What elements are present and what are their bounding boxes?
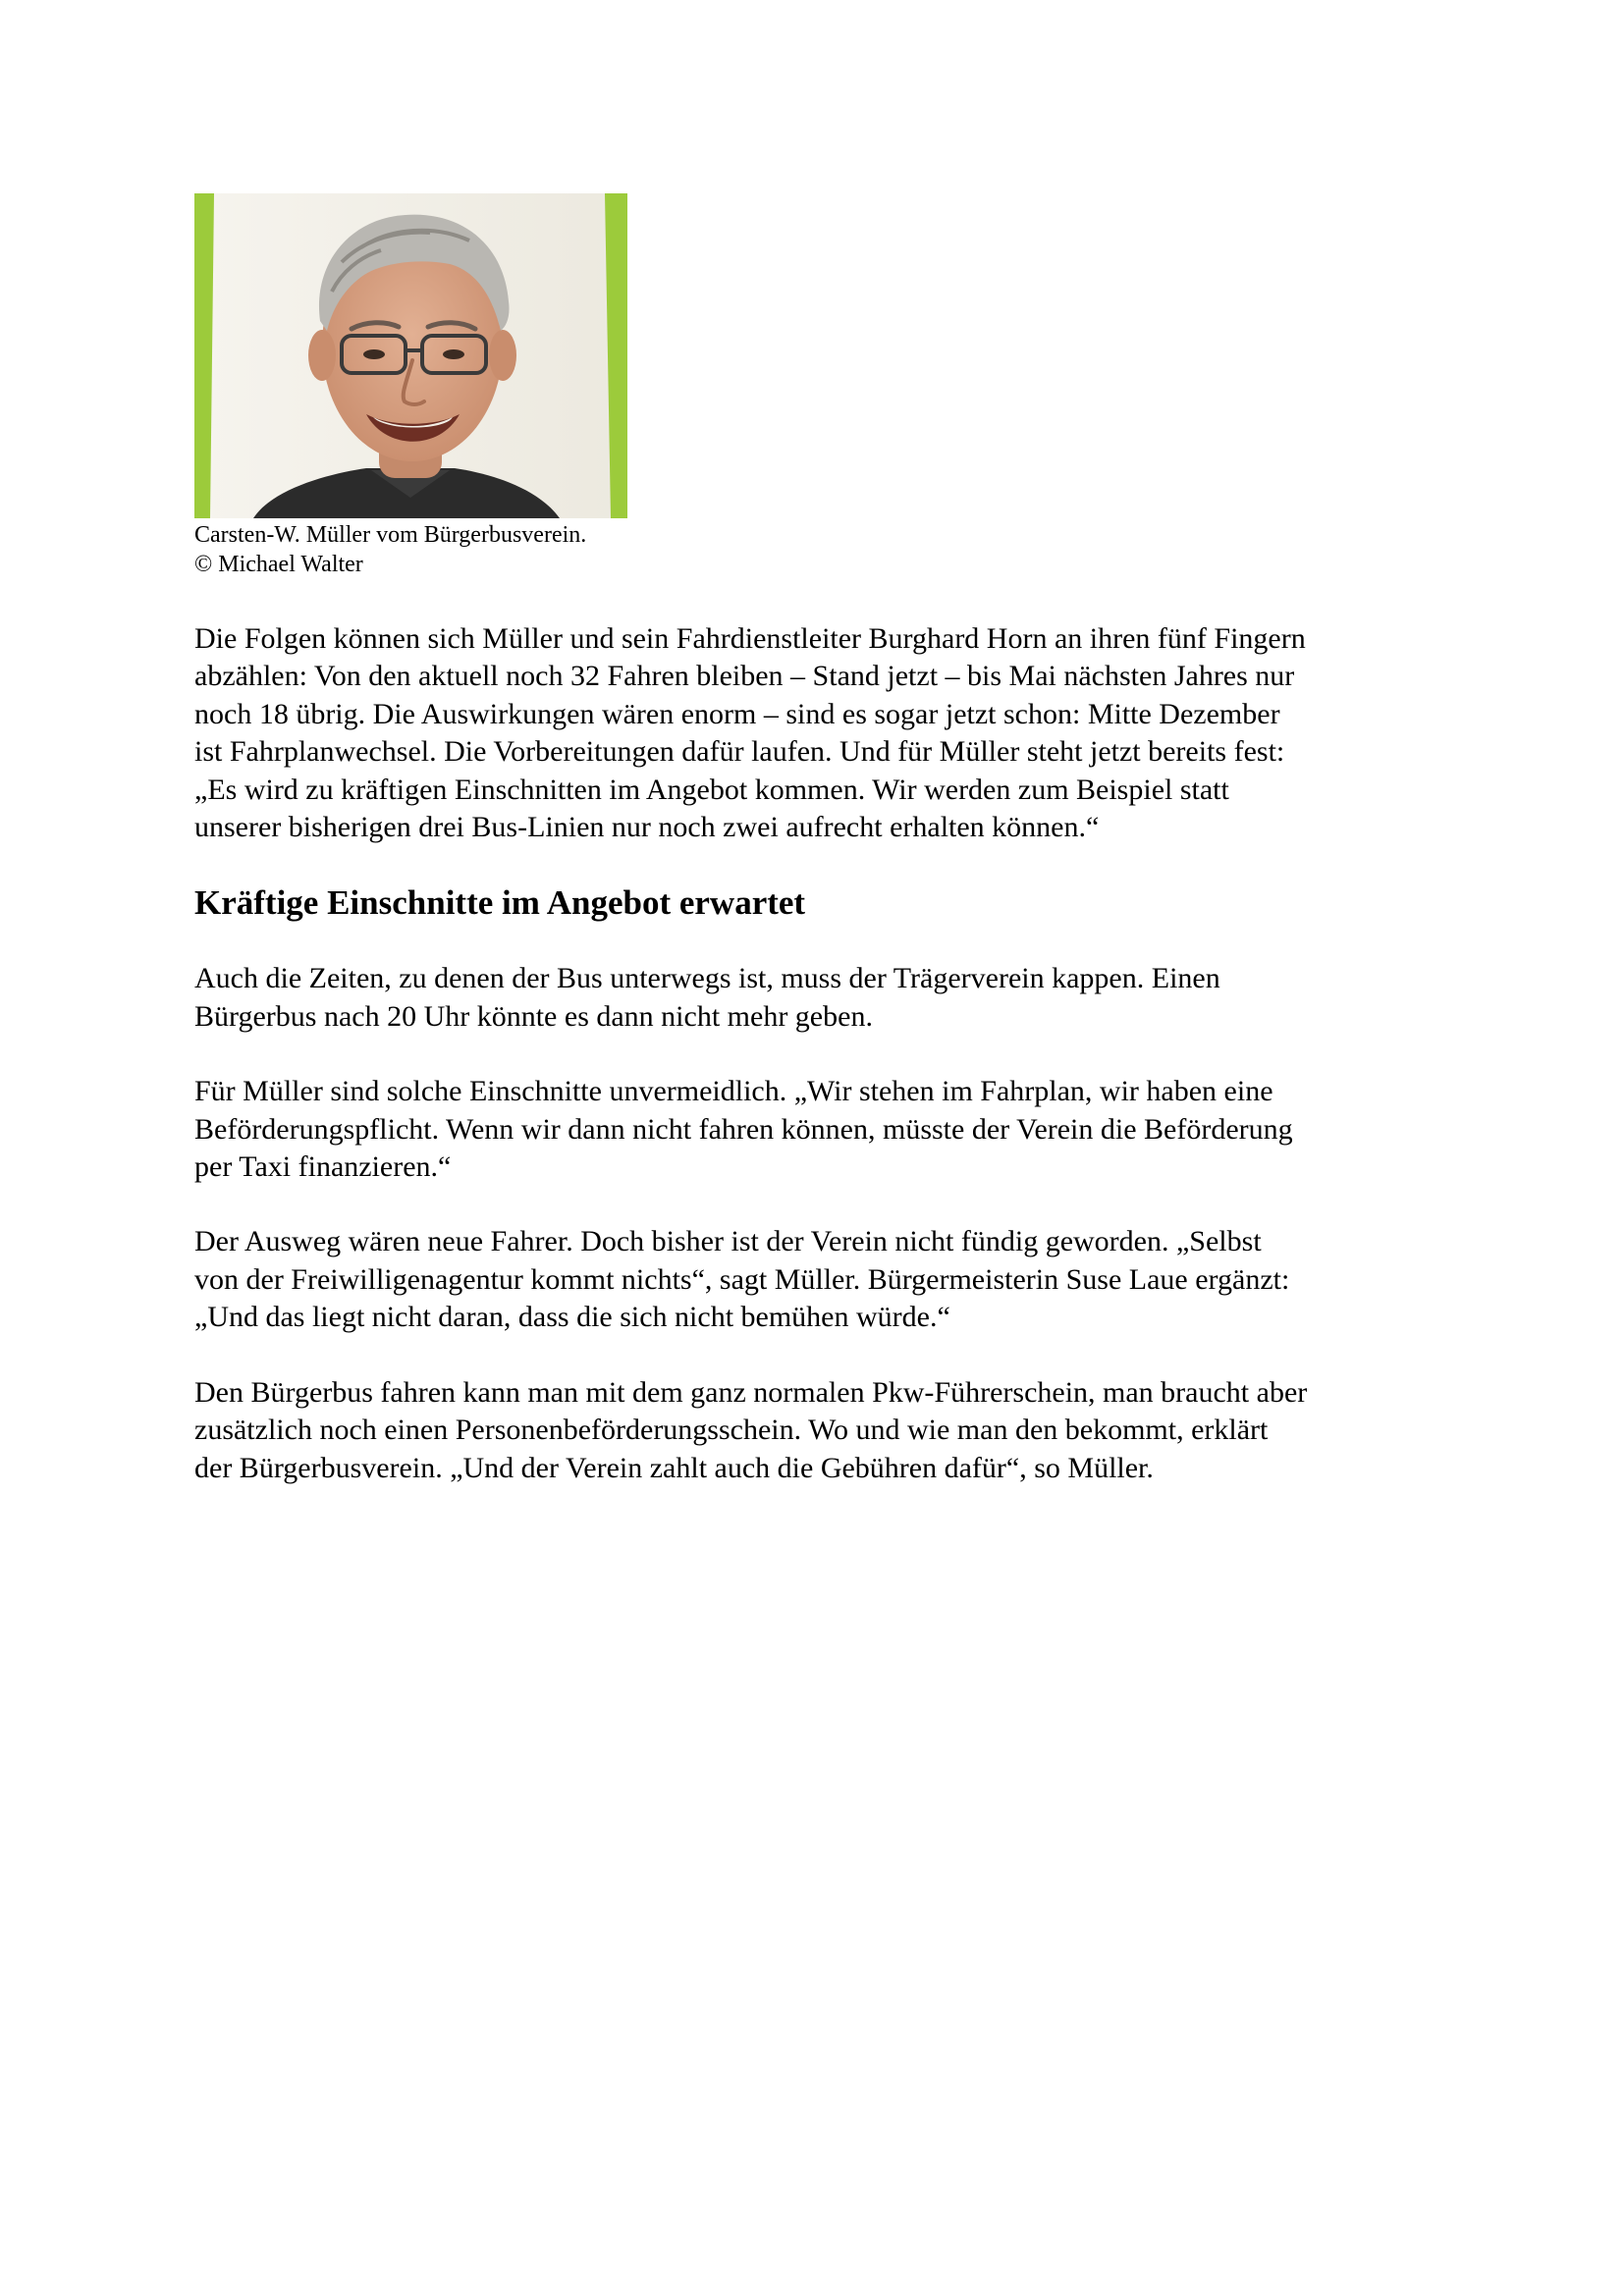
caption-text: Carsten-W. Müller vom Bürgerbusverein.	[194, 522, 587, 548]
eye-right	[443, 349, 464, 359]
paragraph-1: Die Folgen können sich Müller und sein Fahrdienstleiter Burghard Horn an ihren fünf Fingern abzählen: Von den aktuell noch 32 Fahren bleiben – Stand jetzt – bis Mai nächsten Jahres nur noch 18 übrig. Die Auswirkungen wären enorm – sind es sogar jetzt schon: Mitte Dezember ist Fahrplanwechsel. Die Vorbereitungen dafür laufen. Und für Müller steht jetzt bereits fest: „Es wird zu kräftigen Einschnitten im Angebot kommen. Wir werden zum Beispiel statt unserer bisherigen drei Bus-Linien nur noch zwei aufrecht erhalten können.“	[194, 622, 1306, 844]
portrait-photo	[194, 193, 627, 518]
paragraph-2: Auch die Zeiten, zu denen der Bus unterwegs ist, muss der Trägerverein kappen. Einen Bürgerbus nach 20 Uhr könnte es dann nicht mehr geben.	[194, 962, 1220, 1033]
eye-left	[363, 349, 385, 359]
ear-right	[489, 330, 516, 381]
ear-left	[308, 330, 336, 381]
paragraph-3: Für Müller sind solche Einschnitte unvermeidlich. „Wir stehen im Fahrplan, wir haben eine Beförderungspflicht. Wenn wir dann nicht fahren können, müsste der Verein die Beförderung per Taxi finanzieren.“	[194, 1075, 1293, 1184]
paragraph-4: Der Ausweg wären neue Fahrer. Doch bisher ist der Verein nicht fündig geworden. „Selbst von der Freiwilligenagentur kommt nichts“, sagt Müller. Bürgermeisterin Suse Laue ergänzt: „Und das liegt nicht daran, dass die sich nicht bemühen würde.“	[194, 1225, 1290, 1334]
photo-caption	[194, 520, 586, 579]
portrait-illustration	[194, 193, 627, 518]
paragraph-5: Den Bürgerbus fahren kann man mit dem ganz normalen Pkw-Führerschein, man braucht aber zusätzlich noch einen Personenbeförderungsschein. Wo und wie man den bekommt, erklärt der Bürgerbusverein. „Und der Verein zahlt auch die Gebühren dafür“, so Müller.	[194, 1375, 1308, 1484]
photo-credit: © Michael Walter	[194, 552, 363, 577]
article-body	[194, 620, 1441, 1524]
section-heading: Kräftige Einschnitte im Angebot erwartet	[194, 883, 806, 923]
